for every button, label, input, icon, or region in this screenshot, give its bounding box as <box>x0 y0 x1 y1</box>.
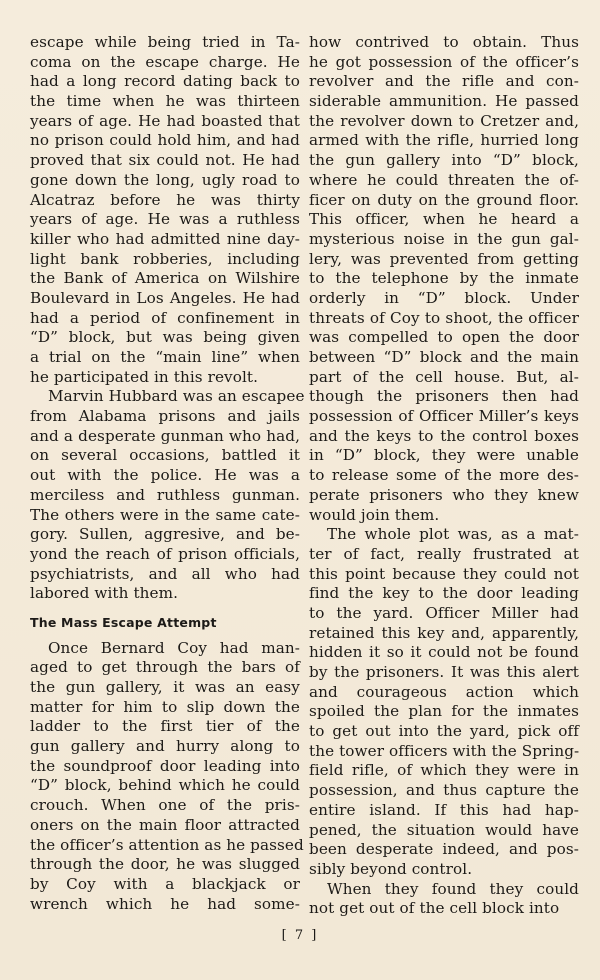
text-line: spoiled the plan for the inmates <box>309 702 579 721</box>
text-line: he participated in this revolt. <box>30 367 259 386</box>
text-line: though the prisoners then had <box>309 387 579 406</box>
text-line: out with the police. He was a <box>30 466 300 485</box>
text-line: part of the cell house. But, al- <box>309 367 579 386</box>
text-line: hidden it so it could not be found <box>309 643 579 662</box>
text-line: not get out of the cell block into <box>309 899 560 918</box>
text-line: Marvin Hubbard was an escapee <box>48 387 305 406</box>
text-line: gone down the long, ugly road to <box>30 170 300 189</box>
text-line: and courageous action which <box>309 682 579 701</box>
right-column-text <box>309 33 579 919</box>
text-line: from Alabama prisons and jails <box>30 407 300 426</box>
text-line: killer who had admitted nine day- <box>30 229 300 248</box>
text-line: to release some of the more des- <box>309 466 579 485</box>
text-line: revolver and the rifle and con- <box>309 72 579 91</box>
text-line: through the door, he was slugged <box>30 855 300 874</box>
text-line: merciless and ruthless gunman. <box>30 485 300 504</box>
text-line: on several occasions, battled it <box>30 446 300 465</box>
text-line: ficer on duty on the ground floor. <box>309 190 579 209</box>
text-line: this point because they could not <box>309 564 579 583</box>
text-line: been desperate indeed, and pos- <box>309 840 579 859</box>
text-line: “D” block, but was being given <box>30 328 300 347</box>
text-line: and a desperate gunman who had, <box>30 426 300 445</box>
text-line: where he could threaten the of- <box>309 170 579 189</box>
section-heading: The Mass Escape Attempt <box>30 614 217 630</box>
text-line: When they found they could <box>327 879 579 898</box>
text-line: entire island. If this had hap- <box>309 800 579 819</box>
text-line: no prison could hold him, and had <box>30 131 300 150</box>
text-line: he got possession of the officer’s <box>309 52 579 71</box>
text-line: the revolver down to Cretzer and, <box>309 111 579 130</box>
text-line: sibly beyond control. <box>309 859 473 878</box>
text-line: Boulevard in Los Angeles. He had <box>30 288 300 307</box>
text-line: between “D” block and the main <box>309 348 579 366</box>
text-line: was compelled to open the door <box>309 328 579 347</box>
text-line: This officer, when he heard a <box>309 210 579 229</box>
text-line: orderly in “D” block. Under <box>309 288 579 307</box>
text-line: the tower officers with the Spring- <box>309 741 580 760</box>
text-line: The others were in the same cate- <box>30 505 300 524</box>
text-line: by the prisoners. It was this alert <box>309 663 579 681</box>
text-line: Once Bernard Coy had man- <box>48 638 300 657</box>
text-line: possession, and thus capture the <box>309 781 579 800</box>
text-line: crouch. When one of the pris- <box>30 796 300 815</box>
left-column-text-after-heading <box>30 638 304 915</box>
text-line: to the yard. Officer Miller had <box>309 603 579 622</box>
text-line: in “D” block, they were unable <box>309 446 579 465</box>
text-line: wrench which he had some- <box>30 894 300 913</box>
text-line: labored with them. <box>30 584 179 603</box>
text-line: by Coy with a blackjack or <box>30 874 300 893</box>
text-line: armed with the rifle, hurried long <box>309 131 579 150</box>
text-line: aged to get through the bars of <box>30 658 300 677</box>
text-line: the gun gallery into “D” block, <box>309 151 579 170</box>
text-line: proved that six could not. He had <box>30 151 300 170</box>
text-line: siderable ammunition. He passed <box>309 92 579 111</box>
text-line: had a period of confinement in <box>30 308 300 327</box>
text-line: gory. Sullen, aggresive, and be- <box>30 525 300 544</box>
text-line: psychiatrists, and all who had <box>30 564 300 583</box>
text-line: “D” block, behind which he could <box>30 776 300 795</box>
left-column <box>30 33 305 914</box>
text-line: had a long record dating back to <box>30 72 300 91</box>
text-line: pened, the situation would have <box>309 820 579 839</box>
text-line: the Bank of America on Wilshire <box>30 269 300 288</box>
text-line: to get out into the yard, pick off <box>309 722 579 741</box>
text-line: years of age. He was a ruthless <box>30 210 300 229</box>
text-line: how contrived to obtain. Thus <box>309 33 579 51</box>
text-line: oners on the main floor attracted <box>30 815 300 834</box>
text-line: the soundproof door leading into <box>30 756 300 775</box>
left-column-text-before-heading <box>30 33 305 604</box>
text-line: the gun gallery, it was an easy <box>30 678 300 696</box>
text-line: mysterious noise in the gun gal- <box>309 229 579 248</box>
text-line: matter for him to slip down the <box>30 697 300 716</box>
text-line: gun gallery and hurry along to <box>30 737 300 756</box>
text-line: threats of Coy to shoot, the officer <box>309 308 579 327</box>
text-line: the time when he was thirteen <box>30 92 300 111</box>
text-line: retained this key and, apparently, <box>309 623 579 642</box>
text-line: ter of fact, really frustrated at <box>309 544 579 563</box>
text-line: field rifle, of which they were in <box>309 761 579 780</box>
page-number: [ 7 ] <box>281 928 319 943</box>
text-line: a trial on the “main line” when <box>30 348 300 366</box>
text-line: coma on the escape charge. He <box>30 52 300 71</box>
text-line: find the key to the door leading <box>309 584 579 603</box>
text-line: perate prisoners who they knew <box>309 485 579 504</box>
text-line: would join them. <box>309 505 440 524</box>
text-line: Alcatraz before he was thirty <box>30 190 300 209</box>
text-line: yond the reach of prison officials, <box>30 544 300 563</box>
text-line: lery, was prevented from getting <box>309 249 579 268</box>
text-line: possession of Officer Miller’s keys <box>309 407 579 426</box>
text-line: and the keys to the control boxes <box>309 426 579 445</box>
text-line: the officer’s attention as he passed <box>30 835 304 854</box>
text-line: The whole plot was, as a mat- <box>327 525 579 544</box>
right-column <box>309 33 579 919</box>
text-line: light bank robberies, including <box>30 249 300 268</box>
text-line: years of age. He had boasted that <box>30 111 300 130</box>
text-line: escape while being tried in Ta- <box>30 33 300 51</box>
text-line: ladder to the first tier of the <box>30 717 300 736</box>
text-line: to the telephone by the inmate <box>309 269 579 288</box>
